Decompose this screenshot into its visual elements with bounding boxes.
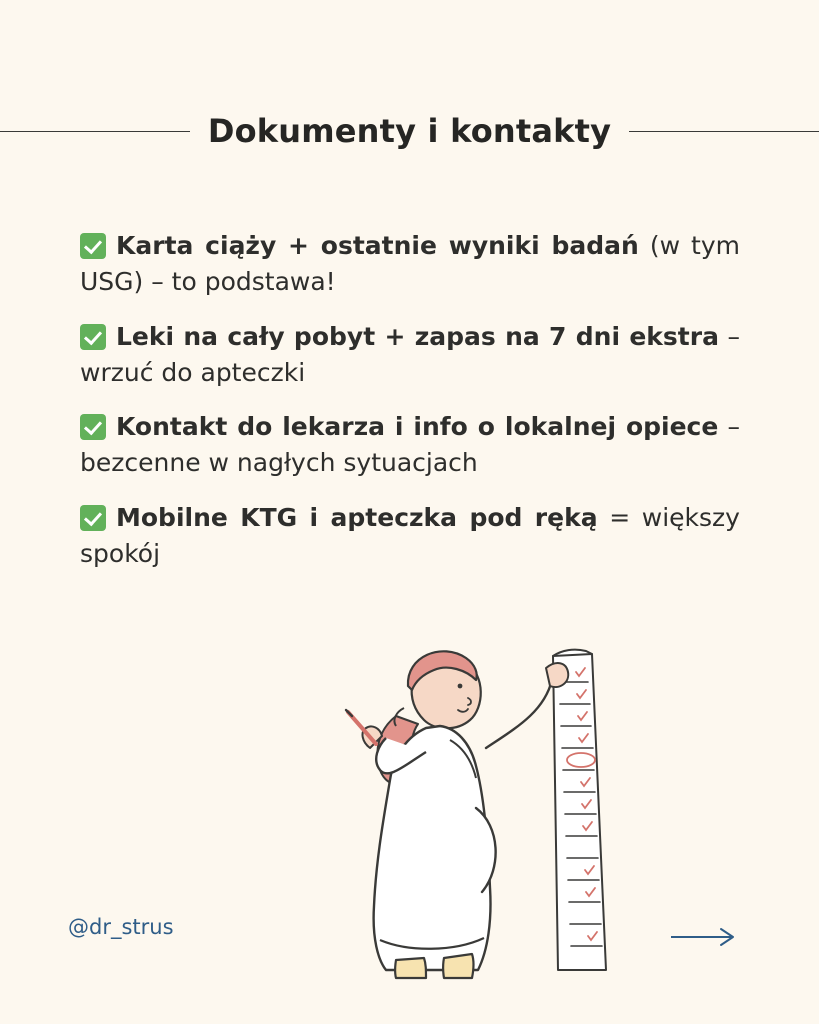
list-item-bold-text: Karta ciąży + ostatnie wyniki badań bbox=[116, 231, 639, 260]
checklist bbox=[80, 228, 740, 590]
account-handle: @dr_strus bbox=[68, 915, 174, 939]
list-item-rest-text: = większy spokój bbox=[80, 502, 740, 568]
list-item bbox=[80, 319, 740, 392]
list-item bbox=[80, 409, 740, 482]
header bbox=[0, 112, 819, 150]
header-rule-left bbox=[0, 131, 190, 132]
pregnant-woman-with-checklist-illustration bbox=[300, 620, 680, 980]
list-item bbox=[80, 500, 740, 573]
list-item-rest-text: – wrzuć do apteczki bbox=[80, 321, 741, 387]
list-item-bold-text: Kontakt do lekarza i info o lokalnej opiece bbox=[116, 412, 719, 441]
woman-figure bbox=[346, 651, 568, 978]
check-box-icon bbox=[80, 233, 106, 259]
arrow-right-icon[interactable] bbox=[669, 925, 739, 949]
list-item-bold-text: Leki na cały pobyt + zapas na 7 dni ekstra bbox=[116, 321, 719, 351]
check-box-icon bbox=[80, 414, 106, 440]
list-item-bold-text: Mobilne KTG i apteczka pod ręką bbox=[116, 502, 598, 532]
header-rule-right bbox=[629, 131, 819, 132]
page-title: Dokumenty i kontakty bbox=[207, 112, 612, 150]
check-box-icon bbox=[80, 505, 106, 531]
list-item-rest-text: – bezcenne w nagłych sytuacjach bbox=[80, 412, 740, 478]
list-item bbox=[80, 228, 740, 301]
checklist-paper bbox=[553, 650, 606, 970]
check-box-icon bbox=[80, 324, 106, 350]
list-item-rest-text: (w tym USG) – to podstawa! bbox=[80, 231, 740, 297]
